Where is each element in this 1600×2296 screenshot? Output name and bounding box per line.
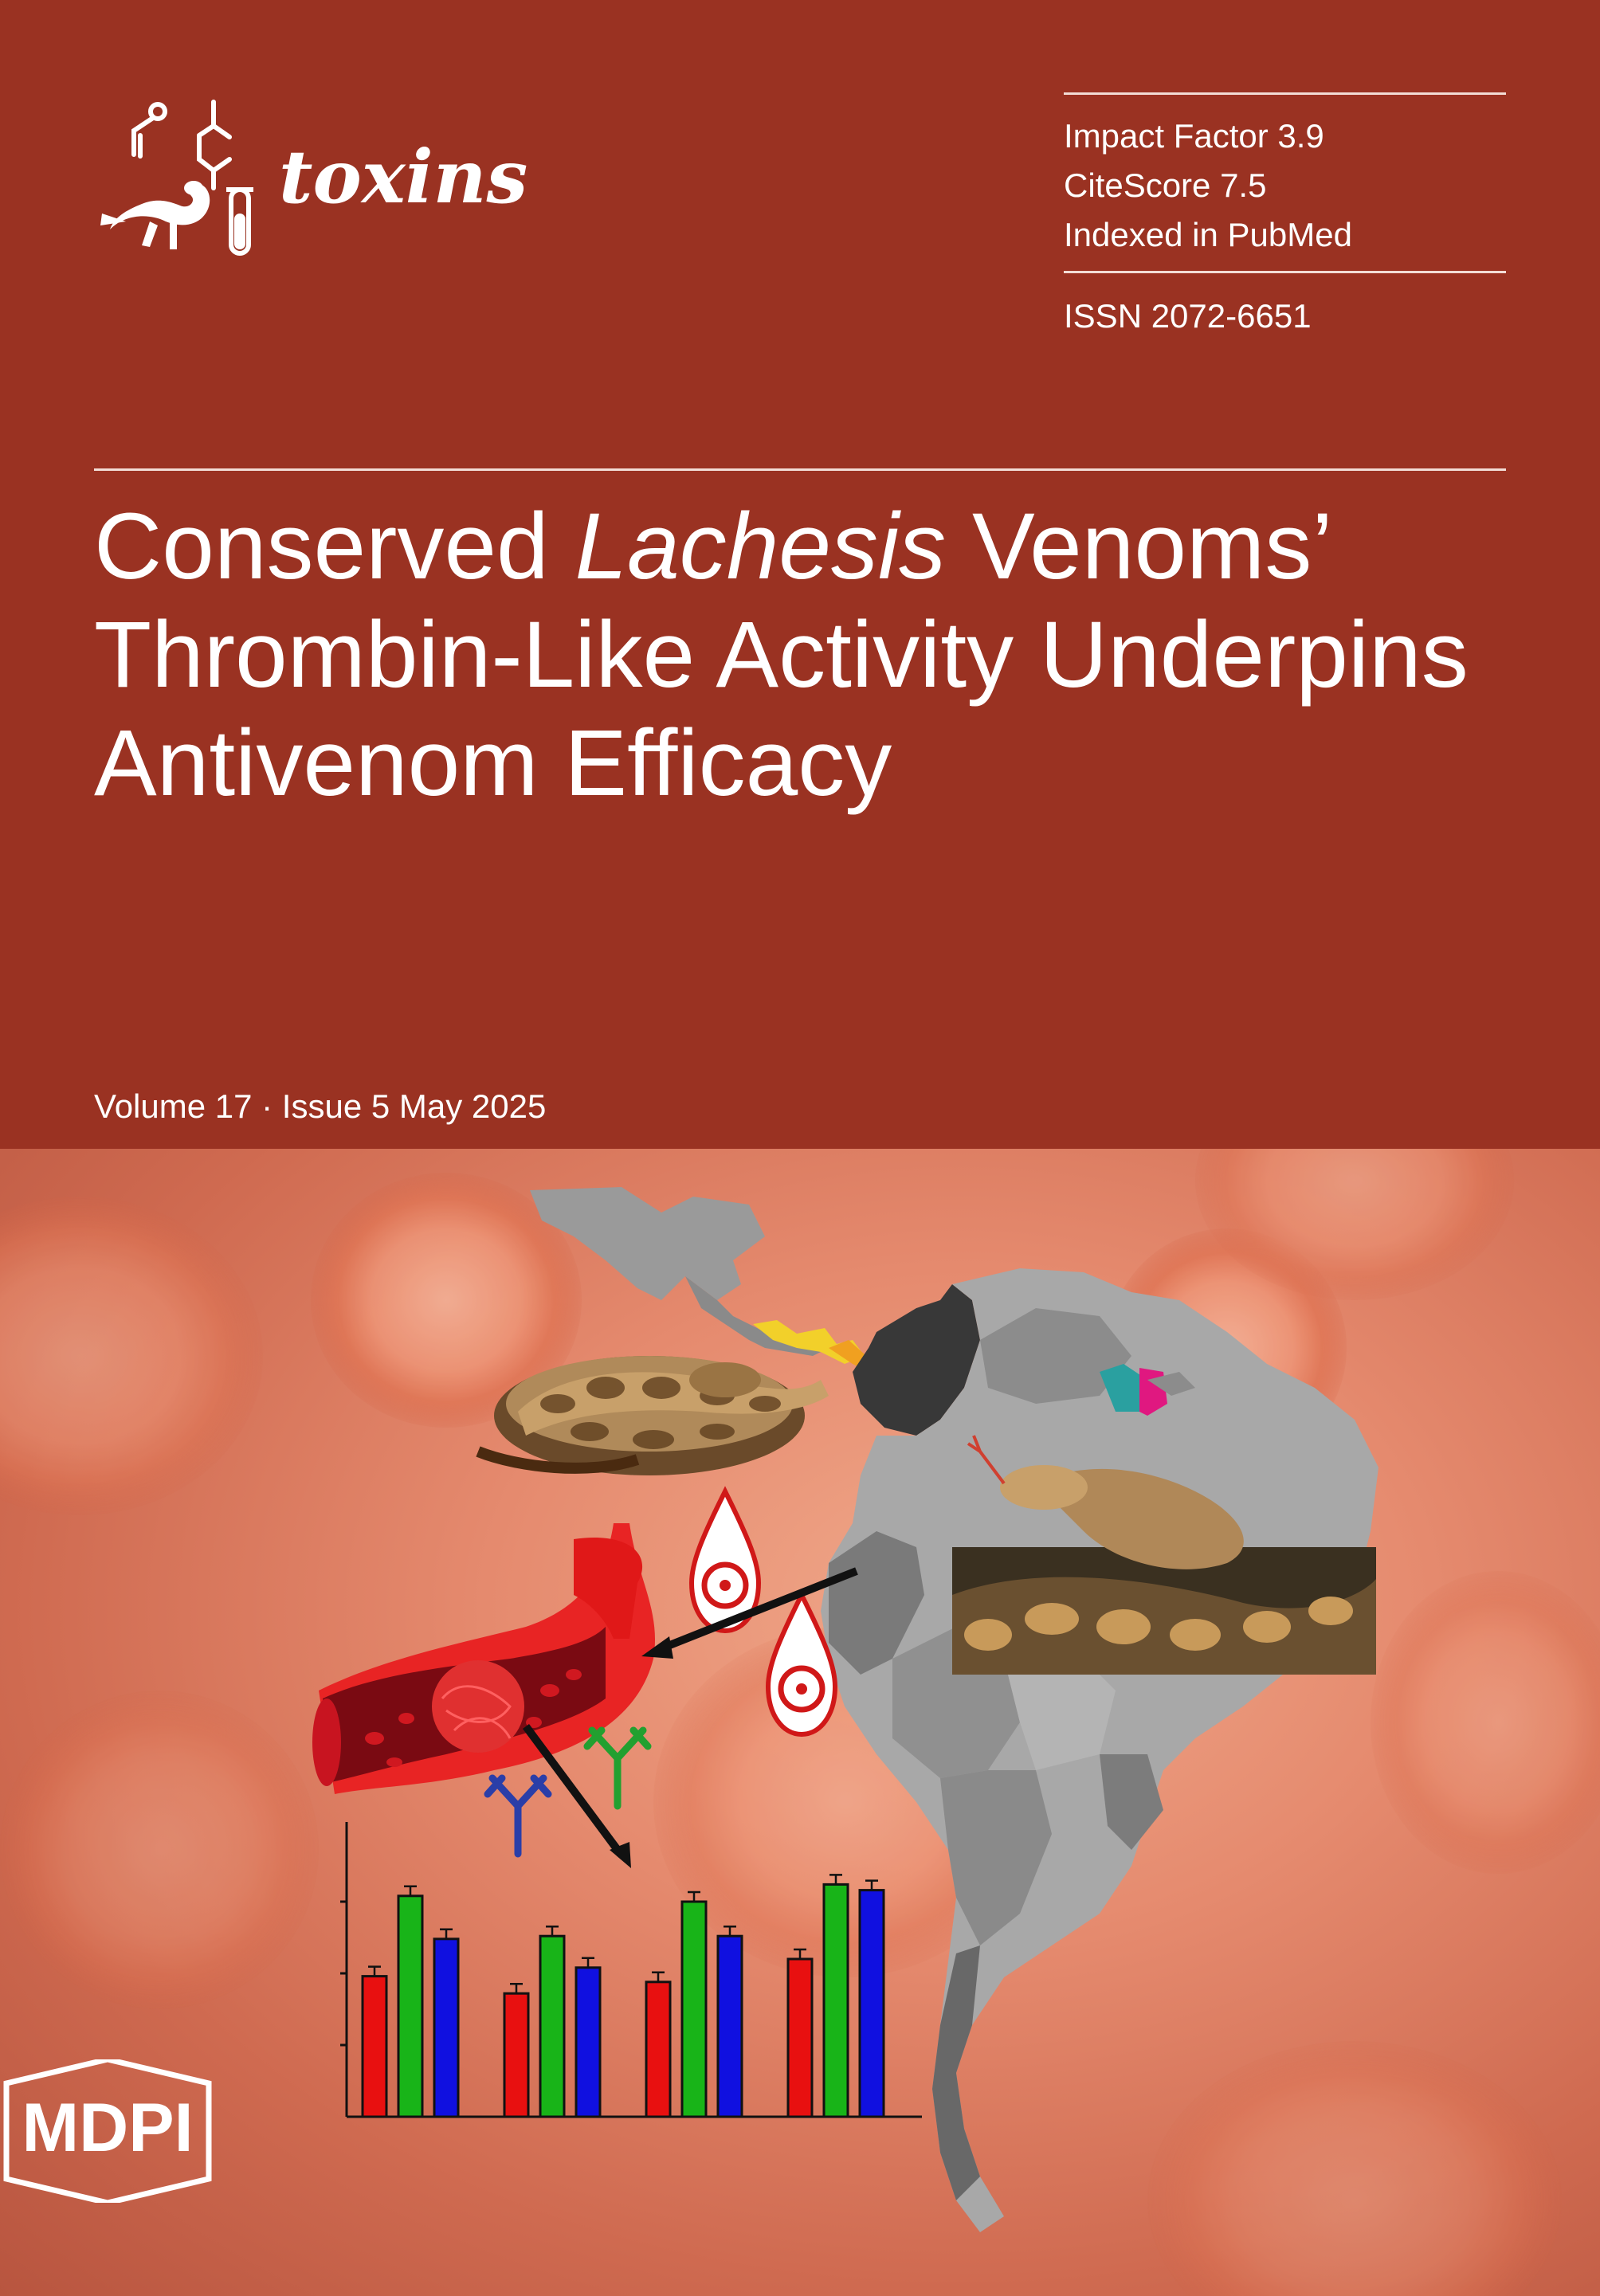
chart-bar [540,1936,564,2117]
chart-error-bar [404,1887,417,1896]
impact-factor: Impact Factor 3.9 [1064,117,1324,155]
journal-name: toxins [279,134,528,220]
scorpion-molecule-test-tube-logo [94,94,269,269]
chart-bar [682,1902,706,2117]
indexed-in: Indexed in PubMed [1064,216,1352,253]
blood-vessel-clot-illustration [312,1523,655,1794]
chart-bar [434,1939,458,2117]
citescore: CiteScore 7.5 [1064,167,1267,204]
chart-bar [363,1977,386,2117]
title-line1-suffix: Venoms’ [946,494,1333,599]
title-line1-prefix: Conserved [94,494,575,599]
chart-bar [398,1896,422,2117]
chart-error-bar [440,1930,453,1939]
metrics-top-divider [1064,92,1506,95]
chart-bar [860,1890,884,2117]
chart-bar [576,1968,600,2117]
title-line3: Antivenom Efficacy [94,711,892,816]
cover-illustration [0,1149,1600,2296]
volume-issue: Volume 17 · Issue 5 May 2025 [94,1087,547,1125]
title-divider [94,468,1506,471]
chart-error-bar [368,1967,381,1977]
chart-bar [646,1982,670,2117]
title-line2: Thrombin-Like Activity Underpins [94,602,1469,707]
publisher-name: MDPI [22,2090,194,2166]
chart-bar [824,1884,848,2117]
chart-error-bar [510,1984,523,1993]
chart-error-bar [652,1973,665,1982]
chart-error-bar [546,1926,559,1936]
chart-bar [504,1993,528,2117]
article-title [94,492,1520,817]
antibody-blue-icon [488,1778,548,1854]
mdpi-logo [0,2059,215,2203]
antibody-green-icon [587,1730,648,1806]
chart-bar [788,1959,812,2117]
issn: ISSN 2072-6651 [1064,297,1312,335]
chart-bar [718,1936,742,2117]
chart-error-bar [582,1958,594,1968]
title-line1-italic: Lachesis [575,494,947,599]
metrics-bottom-divider [1064,271,1506,273]
